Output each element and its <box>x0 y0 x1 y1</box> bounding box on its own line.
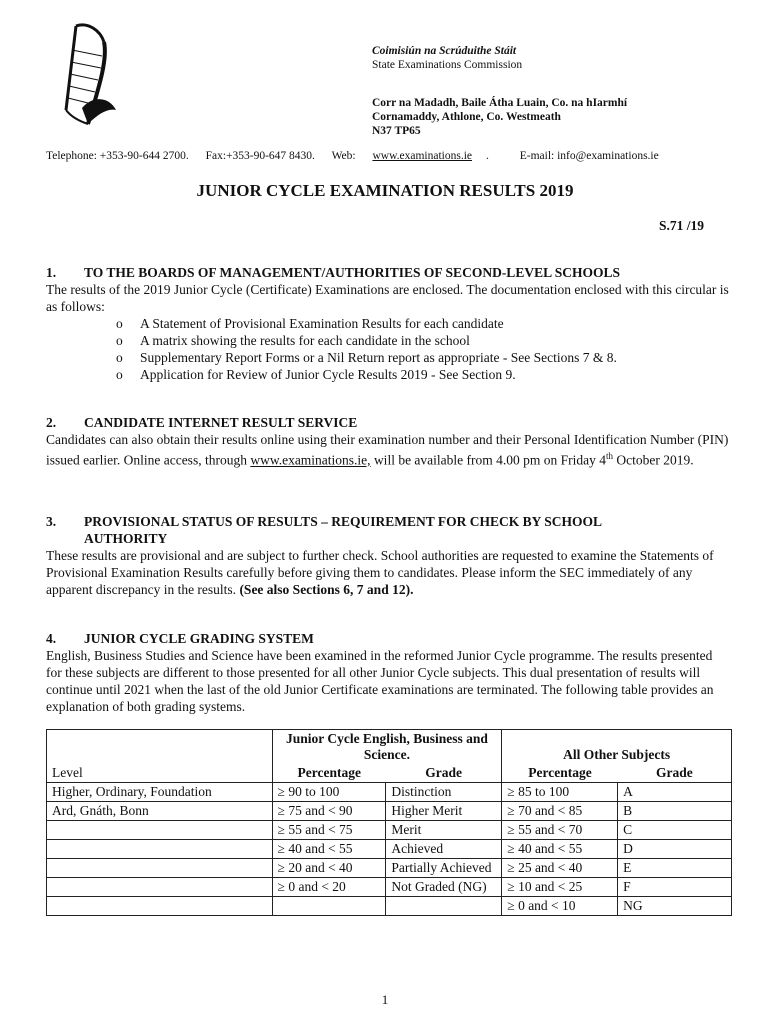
level-cell: Higher, Ordinary, Foundation <box>47 783 273 802</box>
list-item-text: A Statement of Provisional Examination Results for each candidate <box>140 316 504 331</box>
level-cell <box>47 859 273 878</box>
jc-percentage: ≥ 90 to 100 <box>272 783 386 802</box>
column-header: Grade <box>618 764 732 783</box>
org-name-english: State Examinations Commission <box>372 59 523 71</box>
telephone: Telephone: +353-90-644 2700. <box>46 150 189 162</box>
jc-grade: Higher Merit <box>386 802 502 821</box>
section-body: English, Business Studies and Science have been examined in the reformed Junior Cycle programme. The results presented for these subjects are different to those presented for all other Junior Cycle subjects. This dual presentation of results will continue until 2021 when the last of the old Junior Certificate examinations are terminated. The following table provides an explanation of both grading systems. <box>46 648 714 714</box>
list-item <box>46 349 731 366</box>
body-text: October 2019. <box>613 452 694 468</box>
section-number: 3. <box>46 514 57 529</box>
section-heading <box>46 630 731 647</box>
body-text: These results are provisional and are subject to further check. School authorities are requested to examine the Statements of Provisional Examination Results carefully before giving them to candidates. Please inform the SEC immediately of any apparent discrepancy in the results. <box>46 548 714 597</box>
level-cell <box>47 840 273 859</box>
results-link[interactable]: www.examinations.ie, <box>250 452 371 468</box>
web-suffix: . <box>486 150 489 162</box>
other-percentage: ≥ 25 and < 40 <box>502 859 618 878</box>
address-line: Corr na Madadh, Baile Átha Luain, Co. na hIarmhí <box>372 97 628 109</box>
table-row <box>47 859 732 878</box>
section-title-line: AUTHORITY <box>84 531 168 546</box>
list-item <box>46 315 731 332</box>
list-item <box>46 366 731 383</box>
section-title-line: PROVISIONAL STATUS OF RESULTS – REQUIREMENT FOR CHECK BY SCHOOL <box>84 514 602 529</box>
other-grade: F <box>618 878 732 897</box>
section-body: The results of the 2019 Junior Cycle (Certificate) Examinations are enclosed. The documentation enclosed with this circular is as follows: <box>46 282 729 314</box>
section-2 <box>46 414 731 469</box>
list-item-text: A matrix showing the results for each candidate in the school <box>140 333 470 348</box>
web-link[interactable]: www.examinations.ie <box>372 150 472 162</box>
contact-line <box>46 150 726 162</box>
column-header: Percentage <box>272 764 386 783</box>
section-4 <box>46 630 731 715</box>
bullet-mark: o <box>116 333 123 348</box>
section-body <box>46 547 731 598</box>
level-cell <box>47 897 273 916</box>
other-percentage: ≥ 40 and < 55 <box>502 840 618 859</box>
section-title: JUNIOR CYCLE GRADING SYSTEM <box>84 631 314 646</box>
page-title: JUNIOR CYCLE EXAMINATION RESULTS 2019 <box>196 181 574 200</box>
section-title: TO THE BOARDS OF MANAGEMENT/AUTHORITIES OF SECOND-LEVEL SCHOOLS <box>84 265 620 280</box>
address-block <box>372 96 627 138</box>
web <box>332 150 503 162</box>
web-label: Web: <box>331 150 356 162</box>
body-text: will be available from 4.00 pm on Friday 4 <box>370 452 607 468</box>
level-label: Level <box>52 765 83 780</box>
jc-grade: Achieved <box>386 840 502 859</box>
level-cell <box>47 878 273 897</box>
circular-reference: S.71 /19 <box>658 218 704 233</box>
other-grade: E <box>618 859 732 878</box>
jc-grade: Distinction <box>386 783 502 802</box>
list-item-text: Application for Review of Junior Cycle Results 2019 - See Section 9. <box>140 367 516 382</box>
other-grade: NG <box>618 897 732 916</box>
other-grade: B <box>618 802 732 821</box>
org-name-irish: Coimisiún na Scrúduithe Stáit <box>372 45 517 57</box>
section-heading <box>46 414 731 431</box>
section-1 <box>46 264 731 383</box>
address-line: N37 TP65 <box>372 125 421 137</box>
table-row <box>47 878 732 897</box>
jc-grade <box>386 897 502 916</box>
section-number: 2. <box>46 415 57 430</box>
other-grade: A <box>618 783 732 802</box>
page-number: 1 <box>381 992 389 1007</box>
section-heading <box>46 264 731 281</box>
jc-header: Junior Cycle English, Business and Science. <box>272 730 502 765</box>
address-line: Cornamaddy, Athlone, Co. Westmeath <box>372 111 561 123</box>
superscript: th <box>606 451 614 461</box>
fax: Fax:+353-90-647 8430. <box>205 150 315 162</box>
bullet-mark: o <box>116 367 123 382</box>
jc-percentage <box>272 897 386 916</box>
level-cell <box>47 821 273 840</box>
jc-grade: Not Graded (NG) <box>386 878 502 897</box>
enclosure-list <box>46 315 731 383</box>
list-item <box>46 332 731 349</box>
table-header-row <box>47 730 732 765</box>
section-3 <box>46 513 731 598</box>
jc-grade: Merit <box>386 821 502 840</box>
jc-percentage: ≥ 75 and < 90 <box>272 802 386 821</box>
jc-grade: Partially Achieved <box>386 859 502 878</box>
other-grade: C <box>618 821 732 840</box>
bullet-mark: o <box>116 316 123 331</box>
table-row <box>47 802 732 821</box>
jc-percentage: ≥ 55 and < 75 <box>272 821 386 840</box>
other-percentage: ≥ 0 and < 10 <box>502 897 618 916</box>
table-row <box>47 897 732 916</box>
table-row <box>47 840 732 859</box>
section-heading <box>46 513 731 547</box>
org-name-block <box>372 44 522 72</box>
section-title: CANDIDATE INTERNET RESULT SERVICE <box>84 415 358 430</box>
other-percentage: ≥ 70 and < 85 <box>502 802 618 821</box>
body-text-bold: (See also Sections 6, 7 and 12). <box>239 582 414 597</box>
jc-percentage: ≥ 20 and < 40 <box>272 859 386 878</box>
body-text: Candidates can also obtain their results online using their examination number and their Personal Identification Number (PIN) issued earlier. Online access, through <box>46 432 729 468</box>
section-title <box>84 513 602 547</box>
list-item-text: Supplementary Report Forms or a Nil Return report as appropriate - See Sections 7 & 8. <box>140 350 617 365</box>
table-cell <box>47 730 273 783</box>
other-percentage: ≥ 85 to 100 <box>502 783 618 802</box>
section-number: 1. <box>46 265 57 280</box>
column-header: Grade <box>386 764 502 783</box>
jc-percentage: ≥ 0 and < 20 <box>272 878 386 897</box>
email: E-mail: info@examinations.ie <box>519 150 659 162</box>
bullet-mark: o <box>116 350 123 365</box>
section-body <box>46 431 731 469</box>
other-percentage: ≥ 10 and < 25 <box>502 878 618 897</box>
table-row <box>47 783 732 802</box>
other-percentage: ≥ 55 and < 70 <box>502 821 618 840</box>
grading-table <box>46 729 732 916</box>
level-cell: Ard, Gnáth, Bonn <box>47 802 273 821</box>
table-row <box>47 821 732 840</box>
column-header: Percentage <box>502 764 618 783</box>
harp-logo-icon <box>58 20 120 130</box>
other-header: All Other Subjects <box>502 730 732 765</box>
section-number: 4. <box>46 631 57 646</box>
other-grade: D <box>618 840 732 859</box>
jc-percentage: ≥ 40 and < 55 <box>272 840 386 859</box>
